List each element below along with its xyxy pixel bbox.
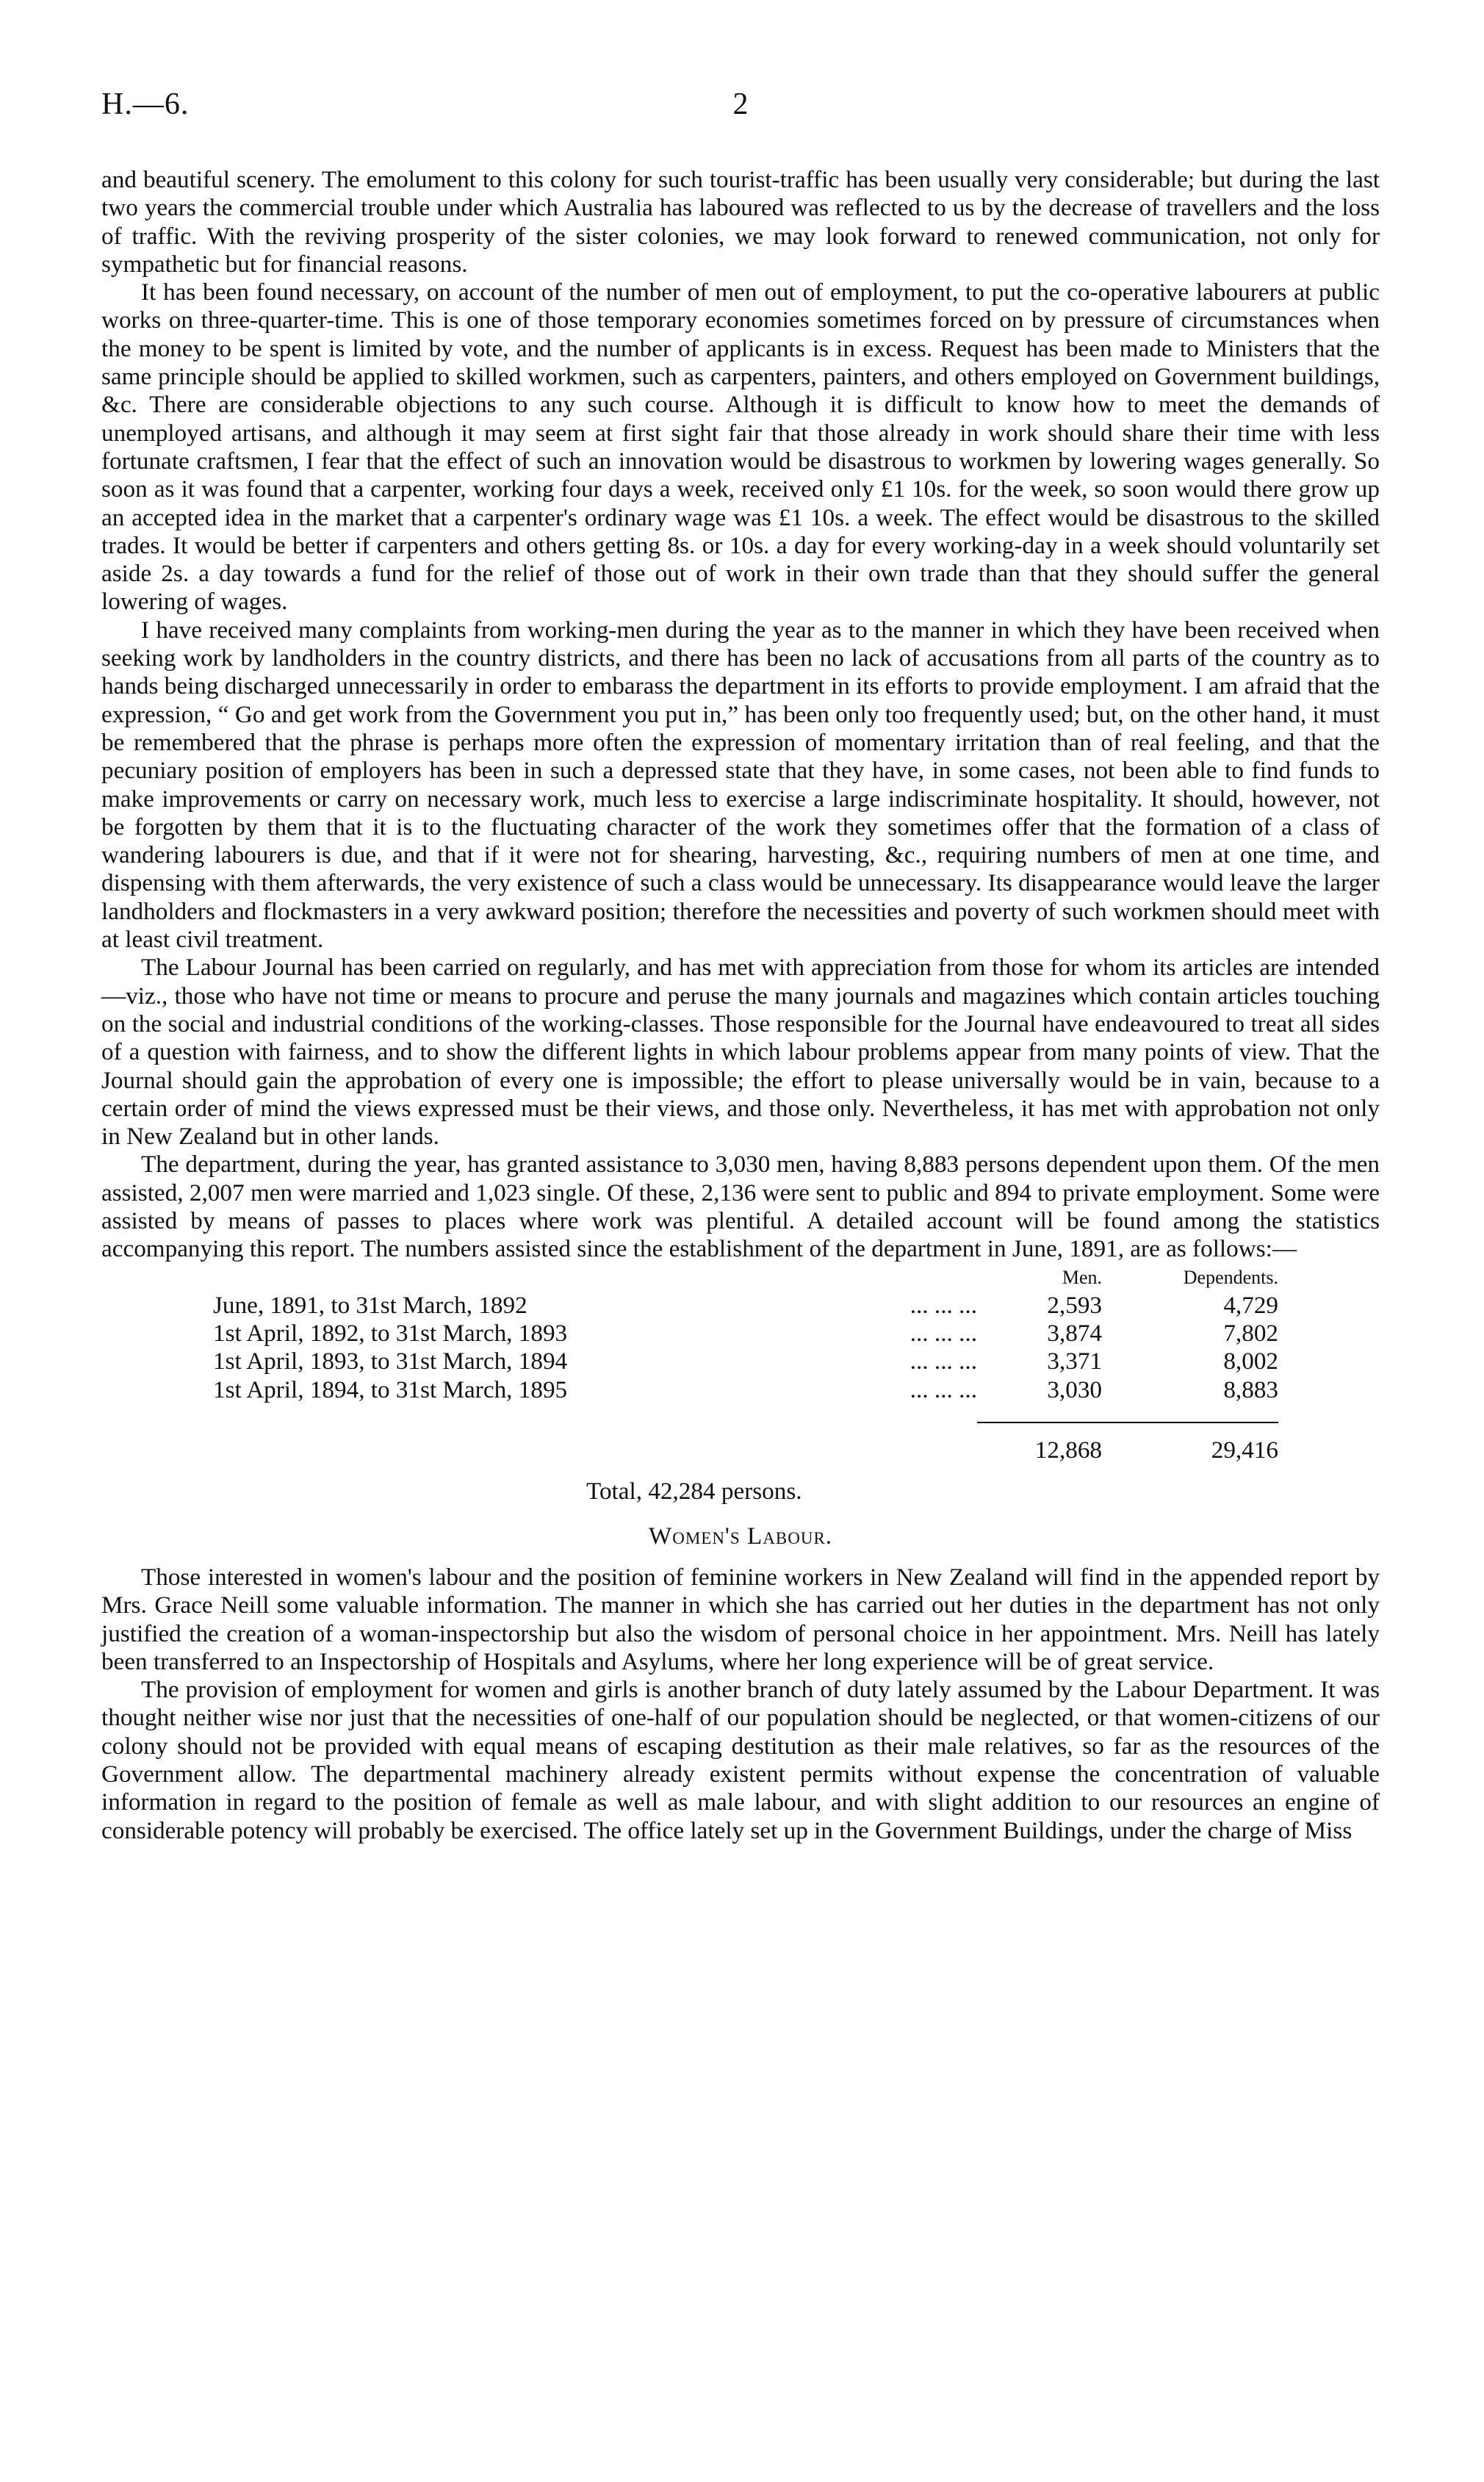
section-heading: Women's Labour. xyxy=(648,1522,833,1550)
paragraph: Those interested in women's labour and the position of feminine workers in New Zealand will find in the appended report by Mrs. Grace Neill some valuable information. The manner in which she has carried out her duties in the department has not only justified the creation of a woman-inspectorship but also the wisdom of personal choice in her appointment. Mrs. Neill has lately been transferred to an Inspectorship of Hospitals and Asylums, where her long experience will be of great service. xyxy=(101,1563,1380,1675)
column-header-men: Men. xyxy=(1062,1266,1102,1288)
dependents-cell: 4,729 xyxy=(1223,1291,1278,1319)
table-header-row xyxy=(213,1264,1278,1292)
paragraph: It has been found necessary, on account of the number of men out of employment, to put the co-operative labourers at public works on three-quarter-time. This is one of those temporary economies sometimes forced on by pressure of circumstances when the money to be spent is limited by vote, and the number of applicants is in excess. Request has been made to Ministers that the same principle should be applied to skilled workmen, such as carpenters, painters, and others employed on Government buildings, &c. There are considerable objections to any such course. Although it is difficult to know how to meet the demands of unemployed artisans, and although it may seem at first sight fair that those already in work should share their time with less fortunate craftsmen, I fear that the effect of such an innovation would be disastrous to workmen by lowering wages generally. So soon as it was found that a carpenter, working four days a week, received only £1 10s. for the week, so soon would there grow up an accepted idea in the market that a carpenter's ordinary wage was £1 10s. a week. The effect would be disastrous to the skilled trades. It would be better if carpenters and others getting 8s. or 10s. a day for every working-day in a week should voluntarily set aside 2s. a day towards a fund for the relief of those out of work in their own trade than that they should suffer the general lowering of wages. xyxy=(101,278,1380,616)
paragraph: I have received many complaints from working-men during the year as to the manner in which they have been received when seeking work by landholders in the country districts, and there has been no lack of accusations from all parts of the country as to hands being discharged unnecessarily in order to embarass the department in its efforts to provide employment. I am afraid that the expression, “ Go and get work from the Government you put in,” has been only too frequently used; but, on the other hand, it must be remembered that the phrase is perhaps more often the expression of momentary irritation than of real feeling, and that the pecuniary position of employers has been in such a depressed state that they have, in some cases, not been able to find funds to make improvements or carry on necessary work, much less to exercise a large indiscriminate hospitality. It should, however, not be forgotten by them that it is to the fluctuating character of the work they sometimes offer that the formation of a class of wandering labourers is due, and that if it were not for shearing, harvesting, &c., requiring numbers of men at one time, and dispensing with them afterwards, the very existence of such a class would be unnecessary. Its disappearance would leave the larger landholders and flockmasters in a very awkward position; therefore the necessities and poverty of such workmen should meet with at least civil treatment. xyxy=(101,616,1380,954)
dependents-cell: 8,002 xyxy=(1223,1348,1278,1375)
assistance-table xyxy=(213,1264,1278,1465)
table-total-row xyxy=(213,1436,1278,1464)
period-cell: 1st April, 1894, to 31st March, 1895 xyxy=(213,1375,568,1403)
paragraph: and beautiful scenery. The emolument to this colony for such tourist-traffic has been usually very considerable; but during the last two years the commercial trouble under which Australia has laboured was reflected to us by the decrease of travellers and the loss of traffic. With the reviving prosperity of the sister colonies, we may look forward to renewed communication, not only for sympathetic but for financial reasons. xyxy=(101,166,1380,278)
leader-dots: ... ... ... xyxy=(910,1348,977,1375)
leader-dots: ... ... ... xyxy=(910,1291,977,1319)
period-cell: 1st April, 1893, to 31st March, 1894 xyxy=(213,1348,568,1375)
table-row xyxy=(213,1376,1278,1404)
table-row xyxy=(213,1292,1278,1320)
document-reference: H.—6. xyxy=(101,87,190,121)
leader-dots: ... ... ... xyxy=(910,1320,977,1348)
period-cell: 1st April, 1892, to 31st March, 1893 xyxy=(213,1320,568,1348)
column-header-dependents: Dependents. xyxy=(1183,1266,1278,1288)
table-row xyxy=(213,1320,1278,1348)
dependents-cell: 8,883 xyxy=(1223,1375,1278,1403)
paragraph: The Labour Journal has been carried on regularly, and has met with appreciation from those for whom its articles are intended—viz., those who have not time or means to procure and peruse the many journals and magazines which contain articles touching on the social and industrial conditions of the working-classes. Those responsible for the Journal have endeavoured to treat all sides of a question with fairness, and to show the different lights in which labour problems appear from many points of view. That the Journal should gain the approbation of every one is impossible; the effort to please universally would be in vain, because to a certain order of mind the views expressed must be their views, and those only. Nevertheless, it has met with approbation not only in New Zealand but in other lands. xyxy=(101,954,1380,1151)
table-row xyxy=(213,1348,1278,1375)
men-cell: 3,874 xyxy=(1047,1320,1102,1348)
dependents-cell: 7,802 xyxy=(1223,1320,1278,1348)
total-dependents-cell: 29,416 xyxy=(1211,1436,1278,1464)
page-number: 2 xyxy=(732,87,749,121)
page-header xyxy=(101,87,1380,131)
leader-dots: ... ... ... xyxy=(910,1375,977,1403)
paragraph: The department, during the year, has granted assistance to 3,030 men, having 8,883 persons dependent upon them. Of the men assisted, 2,007 men were married and 1,023 single. Of these, 2,136 were sent to public and 894 to private employment. Some were assisted by means of passes to places where work was plentiful. A detailed account will be found among the statistics accompanying this report. The numbers assisted since the establishment of the department in June, 1891, are as follows:— xyxy=(101,1151,1380,1263)
men-cell: 3,030 xyxy=(1047,1375,1102,1403)
total-rule xyxy=(213,1422,1278,1436)
period-cell: June, 1891, to 31st March, 1892 xyxy=(213,1291,527,1319)
total-persons: Total, 42,284 persons. xyxy=(586,1478,802,1506)
men-cell: 2,593 xyxy=(1047,1291,1102,1319)
paragraph: The provision of employment for women and girls is another branch of duty lately assumed by the Labour Department. It was thought neither wise nor just that the necessities of one-half of our population should be neglected, or that women-citizens of our colony should not be provided with equal means of escaping destitution as their male relatives, so far as the resources of the Government allow. The departmental machinery already existent permits without expense the concentration of valuable information in regard to the position of female as well as male labour, and with slight addition to our resources an engine of considerable potency will probably be exercised. The office lately set up in the Government Buildings, under the charge of Miss xyxy=(101,1676,1380,1844)
document-body xyxy=(101,166,1380,1845)
total-men-cell: 12,868 xyxy=(1034,1436,1102,1464)
men-cell: 3,371 xyxy=(1047,1348,1102,1375)
